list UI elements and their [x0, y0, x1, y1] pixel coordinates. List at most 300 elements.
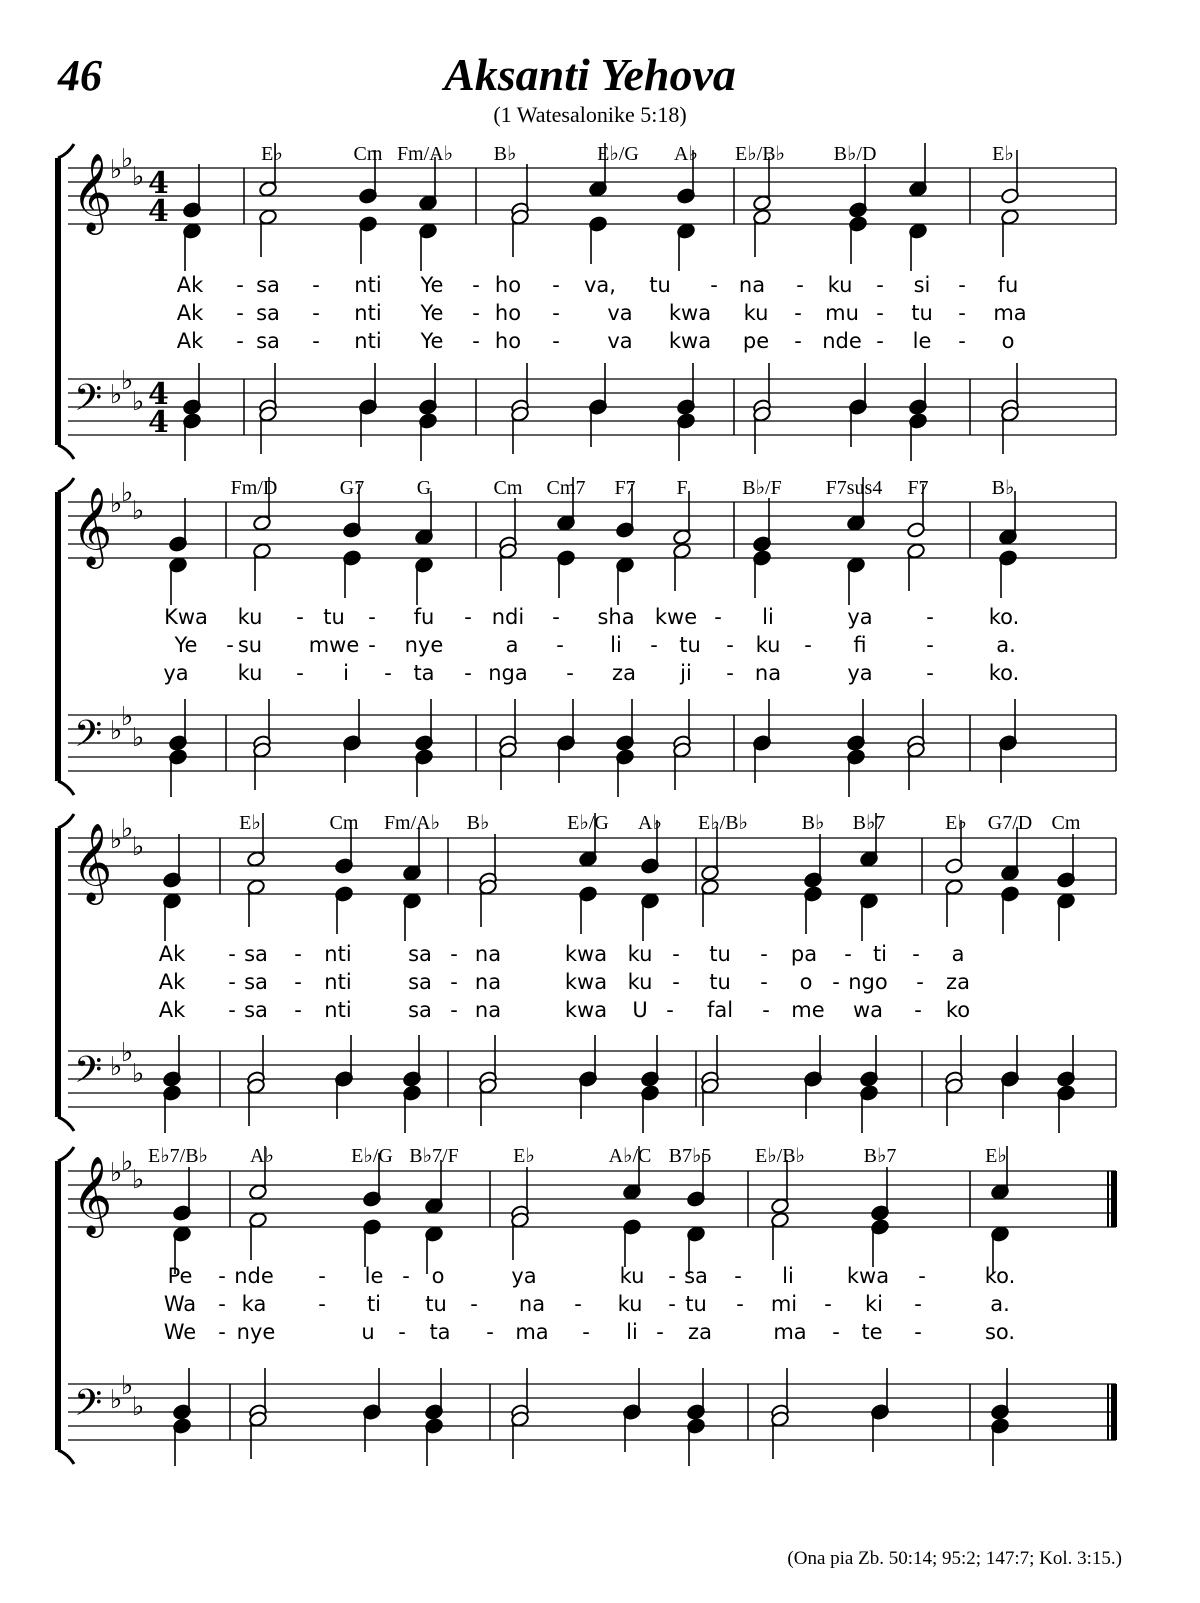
lyric-syllable: so. — [984, 1320, 1016, 1344]
syllable-hyphen: - — [464, 661, 472, 685]
time-signature-top: 4 — [148, 377, 169, 412]
chord-symbol: A♭ — [638, 812, 662, 834]
lyric-syllable: na — [474, 998, 502, 1022]
syllable-hyphen: - — [236, 301, 244, 325]
lyric-syllable: sa — [256, 329, 280, 353]
lyric-syllable: ma — [773, 1320, 807, 1344]
lyric-syllable: ku — [237, 605, 263, 629]
lyric-syllable: nti — [354, 329, 382, 353]
syllable-hyphen: - — [296, 605, 304, 629]
bass-clef-icon: 𝄢 — [74, 1382, 103, 1433]
syllable-hyphen: - — [296, 661, 304, 685]
lyric-syllable: pa — [790, 942, 818, 966]
lyric-syllable: o — [431, 1264, 445, 1288]
lyric-syllable: ku — [619, 1264, 645, 1288]
lyric-line-2 — [174, 633, 1016, 657]
treble-staff — [68, 1171, 1116, 1227]
flat-sign-icon: ♭ — [132, 832, 145, 862]
syllable-hyphen: - — [226, 633, 234, 657]
lyric-syllable: nti — [324, 942, 352, 966]
chord-symbol: E♭7/B♭ — [148, 1145, 208, 1167]
flat-sign-icon: ♭ — [110, 489, 123, 519]
system-1 — [58, 143, 1116, 461]
syllable-hyphen: - — [796, 273, 804, 297]
lyric-syllable: We — [163, 1320, 197, 1344]
syllable-hyphen: - — [294, 998, 302, 1022]
syllable-hyphen: - — [926, 661, 934, 685]
lyric-syllable: te — [861, 1320, 883, 1344]
bass-staff — [68, 715, 1116, 771]
lyric-syllable: nde — [234, 1264, 274, 1288]
syllable-hyphen: - — [582, 1320, 590, 1344]
system-4 — [58, 1145, 1114, 1466]
chord-symbol: A♭ — [674, 143, 698, 165]
syllable-hyphen: - — [912, 942, 920, 966]
syllable-hyphen: - — [472, 301, 480, 325]
syllable-hyphen: - — [916, 970, 924, 994]
syllable-hyphen: - — [312, 329, 320, 353]
syllable-hyphen: - — [574, 1292, 582, 1316]
lyric-syllable: ti — [366, 1292, 382, 1316]
syllable-hyphen: - — [228, 970, 236, 994]
syllable-hyphen: - — [294, 942, 302, 966]
lyric-syllable: su — [237, 633, 263, 657]
lyric-line-1 — [164, 605, 1019, 629]
syllable-hyphen: - — [228, 942, 236, 966]
chord-symbol: B7♭5 — [668, 1145, 712, 1167]
syllable-hyphen: - — [472, 329, 480, 353]
chord-symbol: B♭ — [466, 812, 490, 834]
lyric-syllable: me — [791, 998, 825, 1022]
treble-clef-icon: 𝄞 — [72, 487, 113, 566]
lyric-syllable: ta — [429, 1320, 451, 1344]
treble-clef-icon: 𝄞 — [72, 153, 113, 232]
lyric-syllable: tu — [709, 942, 731, 966]
lyric-syllable: sha — [597, 605, 635, 629]
lyric-syllable: sa — [256, 273, 280, 297]
flat-sign-icon: ♭ — [110, 155, 123, 185]
lyric-syllable: nye — [404, 633, 444, 657]
lyric-syllable: sa — [244, 970, 268, 994]
chord-symbol: E♭/B♭ — [755, 1145, 805, 1167]
lyric-syllable: pe — [742, 329, 770, 353]
syllable-hyphen: - — [762, 998, 770, 1022]
lyric-syllable: le — [364, 1264, 384, 1288]
chord-symbol: E♭ — [992, 143, 1014, 165]
chord-symbol: A♭/C — [608, 1145, 652, 1167]
lyric-syllable: sa — [684, 1264, 708, 1288]
syllable-hyphen: - — [472, 273, 480, 297]
lyric-syllable: nti — [354, 273, 382, 297]
treble-clef-icon: 𝄞 — [72, 823, 113, 902]
syllable-hyphen: - — [228, 998, 236, 1022]
flat-sign-icon: ♭ — [132, 1059, 145, 1089]
lyric-syllable: ndi — [491, 605, 525, 629]
lyric-syllable: ko — [945, 998, 971, 1022]
lyric-syllable: fu — [413, 605, 435, 629]
lyric-line-1 — [159, 942, 965, 966]
hymn-number: 46 — [58, 51, 102, 100]
syllable-hyphen: - — [656, 1320, 664, 1344]
lyric-syllable: sa — [408, 998, 432, 1022]
syllable-hyphen: - — [470, 1292, 478, 1316]
lyric-syllable: Ak — [158, 998, 186, 1022]
lyric-syllable: za — [688, 1320, 712, 1344]
flat-sign-icon: ♭ — [132, 162, 145, 192]
lyric-syllable: ngo — [848, 970, 888, 994]
flat-sign-icon: ♭ — [121, 702, 134, 732]
chord-symbol: B♭ — [991, 477, 1015, 499]
lyric-syllable: ku — [627, 942, 653, 966]
syllable-hyphen: - — [236, 329, 244, 353]
flat-sign-icon: ♭ — [121, 1038, 134, 1068]
lyric-line-1 — [177, 273, 1019, 297]
lyric-syllable: na — [518, 1292, 546, 1316]
flat-sign-icon: ♭ — [121, 144, 134, 174]
lyric-syllable: mu — [825, 301, 859, 325]
lyric-syllable: Ak — [176, 273, 204, 297]
syllable-hyphen: - — [926, 605, 934, 629]
syllable-hyphen: - — [832, 970, 840, 994]
lyric-syllable: ku — [627, 970, 653, 994]
syllable-hyphen: - — [844, 942, 852, 966]
chord-symbol: E♭/B♭ — [698, 812, 748, 834]
flat-sign-icon: ♭ — [132, 1165, 145, 1195]
chord-symbol: F7 — [907, 477, 929, 499]
chord-symbol: E♭ — [945, 812, 967, 834]
lyric-syllable: ti — [872, 942, 888, 966]
lyric-syllable: u — [361, 1320, 375, 1344]
lyric-syllable: li — [762, 605, 774, 629]
lyric-syllable: ko. — [984, 1264, 1016, 1288]
lyric-syllable: tu — [649, 273, 671, 297]
lyric-syllable: za — [946, 970, 970, 994]
syllable-hyphen: - — [710, 273, 718, 297]
syllable-hyphen: - — [318, 1264, 326, 1288]
lyric-syllable: si — [913, 273, 931, 297]
chord-symbol: B♭7/F — [409, 1145, 459, 1167]
lyric-syllable: Ye — [420, 329, 444, 353]
time-signature-bottom: 4 — [148, 405, 169, 440]
lyric-syllable: tu — [911, 301, 933, 325]
lyric-syllable: kwe — [654, 605, 698, 629]
system-2 — [58, 477, 1116, 797]
lyric-syllable: ko. — [988, 661, 1020, 685]
flat-sign-icon: ♭ — [110, 1158, 123, 1188]
syllable-hyphen: - — [958, 329, 966, 353]
lyric-syllable: i — [343, 661, 349, 685]
lyric-syllable: va, — [584, 273, 616, 297]
lyric-syllable: o — [1001, 329, 1015, 353]
syllable-hyphen: - — [552, 273, 560, 297]
lyric-syllable: kwa — [846, 1264, 890, 1288]
flat-sign-icon: ♭ — [110, 825, 123, 855]
lyric-syllable: Wa — [163, 1292, 197, 1316]
syllable-hyphen: - — [794, 301, 802, 325]
lyric-syllable: le — [912, 329, 932, 353]
lyric-syllable: a — [951, 942, 965, 966]
chord-symbol: E♭ — [513, 1145, 535, 1167]
syllable-hyphen: - — [760, 942, 768, 966]
chord-symbol: Fm/A♭ — [396, 143, 454, 165]
lyric-syllable: li — [626, 1320, 638, 1344]
lyric-line-3 — [159, 998, 970, 1022]
syllable-hyphen: - — [876, 301, 884, 325]
bass-staff — [68, 1384, 1116, 1440]
lyric-syllable: tu — [709, 970, 731, 994]
lyric-syllable: Ak — [176, 329, 204, 353]
syllable-hyphen: - — [218, 1292, 226, 1316]
syllable-hyphen: - — [552, 301, 560, 325]
lyric-syllable: na — [754, 661, 782, 685]
flat-sign-icon: ♭ — [132, 723, 145, 753]
lyric-line-2 — [177, 301, 1027, 325]
lyric-syllable: fu — [997, 273, 1019, 297]
lyric-syllable: Ye — [420, 273, 444, 297]
lyric-syllable: ya — [511, 1264, 537, 1288]
lyric-syllable: Kwa — [164, 605, 208, 629]
bass-clef-icon: 𝄢 — [74, 713, 103, 764]
lyric-syllable: a — [505, 633, 519, 657]
lyric-syllable: kwa — [564, 998, 608, 1022]
syllable-hyphen: - — [832, 1320, 840, 1344]
syllable-hyphen: - — [714, 605, 722, 629]
syllable-hyphen: - — [794, 329, 802, 353]
lyric-syllable: ku — [827, 273, 853, 297]
lyric-syllable: Ye — [420, 301, 444, 325]
chord-symbol: B♭7 — [852, 812, 886, 834]
syllable-hyphen: - — [552, 605, 560, 629]
lyric-syllable: sa — [244, 942, 268, 966]
chord-symbol: B♭ — [801, 812, 825, 834]
syllable-hyphen: - — [556, 633, 564, 657]
lyric-syllable: nti — [324, 970, 352, 994]
syllable-hyphen: - — [672, 970, 680, 994]
lyric-syllable: na — [738, 273, 766, 297]
lyric-syllable: Ye — [174, 633, 198, 657]
lyric-syllable: ta — [413, 661, 435, 685]
lyric-syllable: nye — [236, 1320, 276, 1344]
chord-symbol: B♭ — [493, 143, 517, 165]
bass-clef-icon: 𝄢 — [74, 377, 103, 428]
syllable-hyphen: - — [236, 273, 244, 297]
lyric-syllable: nde — [822, 329, 862, 353]
lyric-syllable: va — [607, 301, 633, 325]
chord-symbol: F — [676, 477, 688, 499]
flat-sign-icon: ♭ — [121, 478, 134, 508]
lyric-syllable: nga — [488, 661, 528, 685]
syllable-hyphen: - — [294, 970, 302, 994]
lyric-syllable: ka — [241, 1292, 267, 1316]
lyric-syllable: U — [632, 998, 648, 1022]
lyric-syllable: sa — [408, 970, 432, 994]
lyric-syllable: Ak — [158, 942, 186, 966]
chord-symbol: Fm/D — [230, 477, 278, 499]
syllable-hyphen: - — [218, 1320, 226, 1344]
lyric-syllable: na — [474, 970, 502, 994]
lyric-syllable: ji — [680, 661, 692, 685]
treble-staff — [68, 168, 1116, 224]
lyric-syllable: Ak — [176, 301, 204, 325]
chord-symbol: G7/D — [987, 812, 1033, 834]
hymn-title: Aksanti Yehova — [444, 49, 736, 100]
flat-sign-icon: ♭ — [121, 814, 134, 844]
lyric-syllable: ku — [617, 1292, 643, 1316]
lyric-syllable: sa — [244, 998, 268, 1022]
lyric-syllable: nti — [354, 301, 382, 325]
syllable-hyphen: - — [666, 998, 674, 1022]
scripture-reference: (1 Watesalonike 5:18) — [493, 102, 687, 127]
lyric-syllable: ya — [163, 661, 189, 685]
syllable-hyphen: - — [552, 329, 560, 353]
lyric-syllable: Ak — [158, 970, 186, 994]
syllable-hyphen: - — [726, 661, 734, 685]
lyric-syllable: fi — [853, 633, 867, 657]
syllable-hyphen: - — [918, 1264, 926, 1288]
syllable-hyphen: - — [566, 661, 574, 685]
flat-sign-icon: ♭ — [132, 496, 145, 526]
time-signature-top: 4 — [148, 166, 169, 201]
chord-symbol: E♭/G — [597, 143, 639, 165]
syllable-hyphen: - — [876, 273, 884, 297]
syllable-hyphen: - — [914, 1320, 922, 1344]
lyric-line-1 — [168, 1264, 1016, 1288]
syllable-hyphen: - — [318, 1292, 326, 1316]
chord-symbol: E♭/B♭ — [735, 143, 785, 165]
footer-references: (Ona pia Zb. 50:14; 95:2; 147:7; Kol. 3:15.) — [787, 1548, 1122, 1569]
syllable-hyphen: - — [650, 633, 658, 657]
chord-symbol: A♭ — [250, 1145, 274, 1167]
syllable-hyphen: - — [450, 970, 458, 994]
flat-sign-icon: ♭ — [110, 1052, 123, 1082]
syllable-hyphen: - — [486, 1320, 494, 1344]
syllable-hyphen: - — [402, 1264, 410, 1288]
syllable-hyphen: - — [926, 633, 934, 657]
lyric-syllable: ku — [743, 301, 769, 325]
syllable-hyphen: - — [368, 633, 376, 657]
syllable-hyphen: - — [668, 1264, 676, 1288]
lyric-syllable: sa — [256, 301, 280, 325]
syllable-hyphen: - — [958, 273, 966, 297]
chord-symbol: B♭7 — [863, 1145, 897, 1167]
syllable-hyphen: - — [876, 329, 884, 353]
lyric-syllable: kwa — [668, 301, 712, 325]
lyric-syllable: tu — [679, 633, 701, 657]
chord-symbol: E♭ — [985, 1145, 1007, 1167]
lyric-syllable: sa — [408, 942, 432, 966]
flat-sign-icon: ♭ — [121, 1371, 134, 1401]
chord-symbol: E♭/G — [351, 1145, 393, 1167]
chord-symbol: G7 — [339, 477, 365, 499]
syllable-hyphen: - — [384, 661, 392, 685]
chord-symbol: Cm7 — [546, 477, 586, 499]
chord-symbol: G — [416, 477, 432, 499]
syllable-hyphen: - — [464, 605, 472, 629]
chord-symbol: E♭/G — [567, 812, 609, 834]
flat-sign-icon: ♭ — [110, 1385, 123, 1415]
lyric-syllable: li — [782, 1264, 794, 1288]
flat-sign-icon: ♭ — [121, 1147, 134, 1177]
syllable-hyphen: - — [450, 998, 458, 1022]
lyric-syllable: ku — [237, 661, 263, 685]
lyric-syllable: za — [612, 661, 636, 685]
syllable-hyphen: - — [958, 301, 966, 325]
lyric-line-2 — [164, 1292, 1010, 1316]
lyric-syllable: ma — [993, 301, 1027, 325]
bracket-hook-bottom — [58, 1450, 74, 1464]
chord-symbol: Cm — [1051, 812, 1081, 834]
lyric-syllable: ku — [755, 633, 781, 657]
chord-symbol: E♭ — [261, 143, 283, 165]
lyric-syllable: tu — [685, 1292, 707, 1316]
lyric-syllable: tu — [323, 605, 345, 629]
lyric-syllable: li — [610, 633, 622, 657]
bass-clef-icon: 𝄢 — [74, 1049, 103, 1100]
lyric-syllable: kwa — [668, 329, 712, 353]
lyric-syllable: o — [799, 970, 813, 994]
lyric-syllable: ya — [847, 605, 873, 629]
syllable-hyphen: - — [914, 1292, 922, 1316]
syllable-hyphen: - — [668, 1292, 676, 1316]
lyric-syllable: kwa — [564, 942, 608, 966]
syllable-hyphen: - — [736, 1292, 744, 1316]
flat-sign-icon: ♭ — [132, 387, 145, 417]
time-signature-bottom: 4 — [148, 194, 169, 229]
lyric-line-3 — [163, 661, 1019, 685]
chord-symbol: Fm/A♭ — [383, 812, 441, 834]
chord-symbol: F7sus4 — [825, 477, 883, 499]
syllable-hyphen: - — [734, 1264, 742, 1288]
lyric-syllable: ki — [865, 1292, 883, 1316]
lyric-syllable: va — [607, 329, 633, 353]
lyric-syllable: fal — [706, 998, 734, 1022]
flat-sign-icon: ♭ — [121, 366, 134, 396]
bracket-hook-bottom — [58, 781, 74, 795]
syllable-hyphen: - — [672, 942, 680, 966]
syllable-hyphen: - — [804, 633, 812, 657]
lyric-syllable: a. — [990, 1292, 1010, 1316]
syllable-hyphen: - — [760, 970, 768, 994]
lyric-syllable: ho — [494, 301, 522, 325]
lyric-syllable: ya — [847, 661, 873, 685]
chord-symbol: F7 — [614, 477, 636, 499]
lyric-syllable: wa — [852, 998, 884, 1022]
chord-symbol: B♭/F — [742, 477, 782, 499]
bracket-hook-bottom — [58, 445, 74, 459]
chord-symbol: Cm — [493, 477, 523, 499]
syllable-hyphen: - — [726, 633, 734, 657]
chord-symbol: B♭/D — [833, 143, 877, 165]
lyric-syllable: ko. — [988, 605, 1020, 629]
flat-sign-icon: ♭ — [132, 1392, 145, 1422]
lyric-line-3 — [164, 1320, 1015, 1344]
lyric-syllable: na — [474, 942, 502, 966]
syllable-hyphen: - — [914, 998, 922, 1022]
lyric-syllable: ma — [515, 1320, 549, 1344]
flat-sign-icon: ♭ — [110, 716, 123, 746]
bracket-hook-bottom — [58, 1117, 74, 1131]
chord-symbol: E♭ — [239, 812, 261, 834]
syllable-hyphen: - — [312, 273, 320, 297]
syllable-hyphen: - — [450, 942, 458, 966]
treble-clef-icon: 𝄞 — [72, 1156, 113, 1235]
lyric-syllable: ho — [494, 329, 522, 353]
syllable-hyphen: - — [312, 301, 320, 325]
syllable-hyphen: - — [218, 1264, 226, 1288]
lyric-syllable: ho — [494, 273, 522, 297]
lyric-syllable: mwe — [308, 633, 360, 657]
syllable-hyphen: - — [368, 605, 376, 629]
